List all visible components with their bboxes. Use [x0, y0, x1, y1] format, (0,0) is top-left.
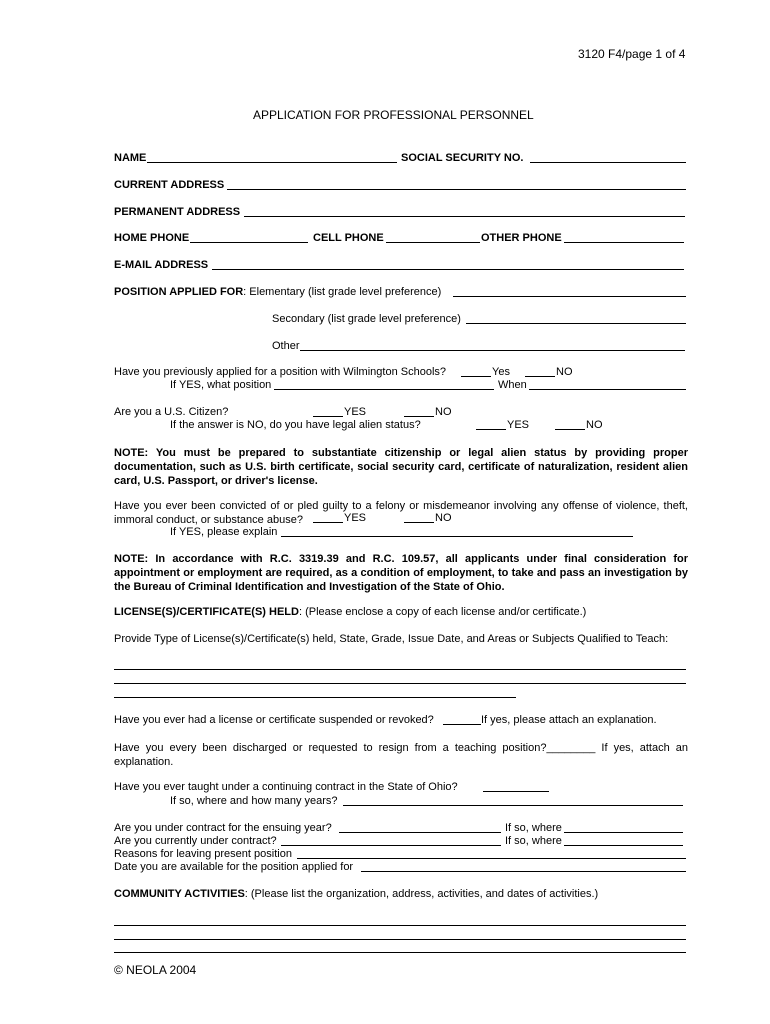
community-row [114, 888, 598, 900]
taught-blank[interactable] [483, 791, 549, 792]
currently-where-field[interactable] [564, 845, 683, 846]
prev-position-field[interactable] [274, 389, 494, 390]
prev-position-label: If YES, what position [170, 379, 272, 391]
ensuing-where-label: If so, where [505, 822, 562, 834]
date-available-field[interactable] [361, 871, 686, 872]
home-phone-label: HOME PHONE [114, 232, 190, 244]
ensuing-where-field[interactable] [564, 832, 683, 833]
prev-when-label: When [498, 379, 527, 391]
other-phone-label: OTHER PHONE [481, 232, 562, 244]
ssn-label: SOCIAL SECURITY NO. [401, 152, 524, 164]
citizen-yes: YES [344, 406, 367, 418]
other-phone-field[interactable] [564, 242, 684, 243]
other-position-field[interactable] [300, 350, 685, 351]
license-line-3[interactable] [114, 697, 516, 698]
elementary-field[interactable] [453, 296, 686, 297]
citizenship-note: NOTE: You must be prepared to substantiate citizenship or legal alien status by providing proper documentation, such as U.S. birth certificate, social security card, certificate of naturalization, resident alien card, U.S. Passport, or driver's license. [114, 447, 688, 487]
felony-no: NO [435, 512, 452, 524]
currently-field[interactable] [281, 845, 501, 846]
cell-phone-field[interactable] [386, 242, 480, 243]
home-phone-field[interactable] [190, 242, 308, 243]
felony-yes: YES [344, 512, 367, 524]
currently-where-label: If so, where [505, 835, 562, 847]
ensuing-field[interactable] [339, 832, 501, 833]
license-line-1[interactable] [114, 669, 686, 670]
taught-where-label: If so, where and how many years? [170, 795, 338, 807]
felony-question: Have you ever been convicted of or pled guilty to a felony or misdemeanor involving any offense of violence, theft, immoral conduct, or substance abuse? [114, 500, 688, 526]
position-label: POSITION APPLIED FOR [114, 286, 244, 298]
alien-no: NO [586, 419, 603, 431]
current-address-label: CURRENT ADDRESS [114, 179, 225, 191]
alien-yes-blank[interactable] [476, 429, 506, 430]
alien-question: If the answer is NO, do you have legal alien status? [170, 419, 421, 431]
prev-applied-no-blank[interactable] [525, 376, 555, 377]
secondary-field[interactable] [466, 323, 686, 324]
page-reference: 3120 F4/page 1 of 4 [578, 47, 686, 61]
email-field[interactable] [212, 269, 684, 270]
elementary-label: : Elementary (list grade level preference) [243, 286, 442, 298]
felony-explain-field[interactable] [281, 536, 633, 537]
license-note: : (Please enclose a copy of each license and/or certificate.) [298, 606, 587, 618]
form-title: APPLICATION FOR PROFESSIONAL PERSONNEL [253, 108, 534, 122]
taught-where-field[interactable] [343, 805, 683, 806]
taught-question: Have you ever taught under a continuing contract in the State of Ohio? [114, 781, 458, 793]
license-line-2[interactable] [114, 683, 686, 684]
suspended-blank[interactable] [443, 724, 481, 725]
prev-applied-yes-blank[interactable] [461, 376, 491, 377]
alien-yes: YES [507, 419, 530, 431]
felony-explain-label: If YES, please explain [170, 526, 278, 538]
secondary-label: Secondary (list grade level preference) [272, 313, 461, 325]
citizen-no-blank[interactable] [404, 416, 434, 417]
ssn-field[interactable] [530, 162, 686, 163]
position-row [114, 286, 441, 298]
other-position-label: Other [272, 340, 300, 352]
permanent-address-label: PERMANENT ADDRESS [114, 206, 241, 218]
prev-applied-no: NO [556, 366, 573, 378]
suspended-question: Have you ever had a license or certificate suspended or revoked? [114, 714, 434, 726]
community-label: COMMUNITY ACTIVITIES [114, 888, 245, 900]
citizen-yes-blank[interactable] [313, 416, 343, 417]
license-provide: Provide Type of License(s)/Certificate(s) held, State, Grade, Issue Date, and Areas or Subjects Qualified to Teach: [114, 633, 669, 645]
currently-question: Are you currently under contract? [114, 835, 277, 847]
suspended-attach: If yes, please attach an explanation. [481, 714, 657, 726]
prev-applied-question: Have you previously applied for a position with Wilmington Schools? [114, 366, 447, 378]
current-address-field[interactable] [227, 189, 686, 190]
permanent-address-field[interactable] [244, 216, 685, 217]
prev-when-field[interactable] [529, 389, 686, 390]
alien-no-blank[interactable] [555, 429, 585, 430]
community-line-3[interactable] [114, 952, 686, 953]
prev-applied-yes: Yes [492, 366, 510, 378]
community-line-1[interactable] [114, 925, 686, 926]
discharged-question: Have you every been discharged or requested to resign from a teaching position?________ If yes, attach an explanation. [114, 742, 688, 768]
cell-phone-label: CELL PHONE [313, 232, 384, 244]
citizen-no: NO [435, 406, 452, 418]
license-row [114, 606, 586, 618]
community-note: : (Please list the organization, address, activities, and dates of activities.) [244, 888, 599, 900]
reasons-label: Reasons for leaving present position [114, 848, 292, 860]
name-field[interactable] [147, 162, 397, 163]
felony-yes-blank[interactable] [313, 522, 343, 523]
felony-no-blank[interactable] [404, 522, 434, 523]
date-available-label: Date you are available for the position applied for [114, 861, 354, 873]
license-label: LICENSE(S)/CERTIFICATE(S) HELD [114, 606, 299, 618]
email-label: E-MAIL ADDRESS [114, 259, 209, 271]
name-label: NAME [114, 152, 147, 164]
investigation-note: NOTE: In accordance with R.C. 3319.39 and R.C. 109.57, all applicants under final consideration for appointment or employment are required, as a condition of employment, to take and pass an investigation by the Bureau of Criminal Identification and Investigation of the State of Ohio. [114, 553, 688, 593]
citizen-question: Are you a U.S. Citizen? [114, 406, 229, 418]
reasons-field[interactable] [297, 858, 686, 859]
copyright: © NEOLA 2004 [114, 963, 197, 977]
ensuing-question: Are you under contract for the ensuing year? [114, 822, 332, 834]
community-line-2[interactable] [114, 939, 686, 940]
